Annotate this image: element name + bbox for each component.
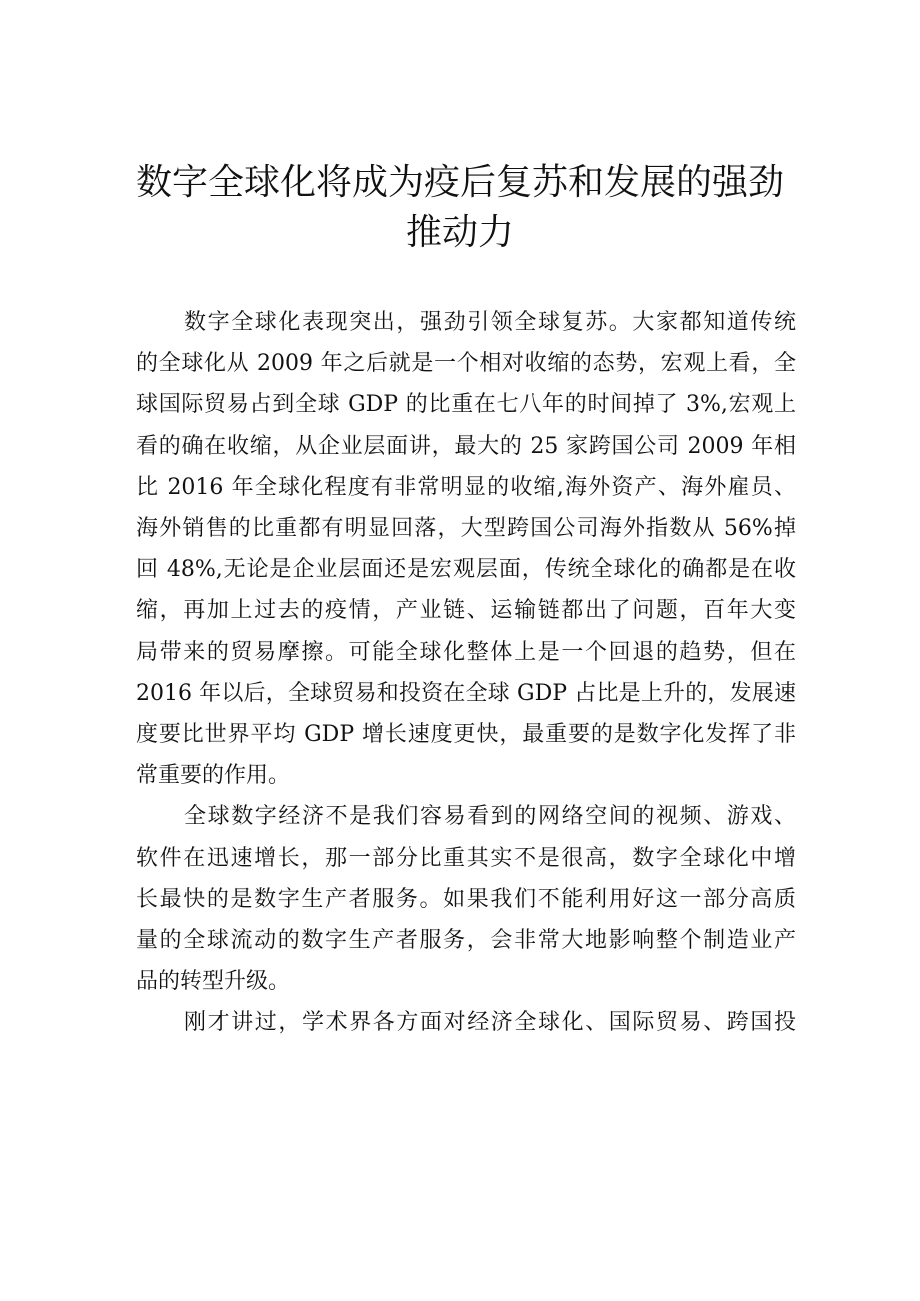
text-line: 海外销售的比重都有明显回落，大型跨国公司海外指数从 56%掉 — [136, 516, 796, 542]
text-line: 回 48%,无论是企业层面还是宏观层面，传统全球化的确都是在收 — [136, 557, 796, 583]
text-line: 的全球化从 2009 年之后就是一个相对收缩的态势，宏观上看，全 — [136, 351, 796, 377]
text-line: 2016 年以后，全球贸易和投资在全球 GDP 占比是上升的，发展速 — [136, 680, 796, 706]
paragraph-1 — [136, 302, 796, 796]
paragraph-3 — [136, 1002, 796, 1043]
text-line: 软件在迅速增长，那一部分比重其实不是很高，数字全球化中增 — [136, 845, 796, 871]
text-line: 看的确在收缩，从企业层面讲，最大的 25 家跨国公司 2009 年相 — [136, 433, 796, 459]
text-line: 全球数字经济不是我们容易看到的网络空间的视频、游戏、 — [184, 804, 796, 830]
text-line: 局带来的贸易摩擦。可能全球化整体上是一个回退的趋势，但在 — [136, 639, 796, 665]
title-line: 数字全球化将成为疫后复苏和发展的强劲 — [135, 162, 784, 203]
text-line: 常重要的作用。 — [136, 763, 291, 789]
document-title — [120, 158, 800, 258]
paragraph-2 — [136, 796, 796, 1002]
text-line: 品的转型升级。 — [136, 969, 291, 995]
text-line: 量的全球流动的数字生产者服务，会非常大地影响整个制造业产 — [136, 928, 796, 954]
text-line: 度要比世界平均 GDP 增长速度更快，最重要的是数字化发挥了非 — [136, 722, 796, 748]
text-line: 缩，再加上过去的疫情，产业链、运输链都出了问题，百年大变 — [136, 598, 796, 624]
text-line: 球国际贸易占到全球 GDP 的比重在七八年的时间掉了 3%,宏观上 — [136, 392, 796, 418]
document-body — [136, 302, 796, 1044]
text-line: 比 2016 年全球化程度有非常明显的收缩,海外资产、海外雇员、 — [136, 474, 796, 500]
title-line: 推动力 — [405, 212, 514, 253]
text-line: 长最快的是数字生产者服务。如果我们不能利用好这一部分高质 — [136, 886, 796, 912]
text-line: 数字全球化表现突出，强劲引领全球复苏。大家都知道传统 — [184, 310, 796, 335]
text-line: 刚才讲过，学术界各方面对经济全球化、国际贸易、跨国投 — [184, 1010, 796, 1036]
